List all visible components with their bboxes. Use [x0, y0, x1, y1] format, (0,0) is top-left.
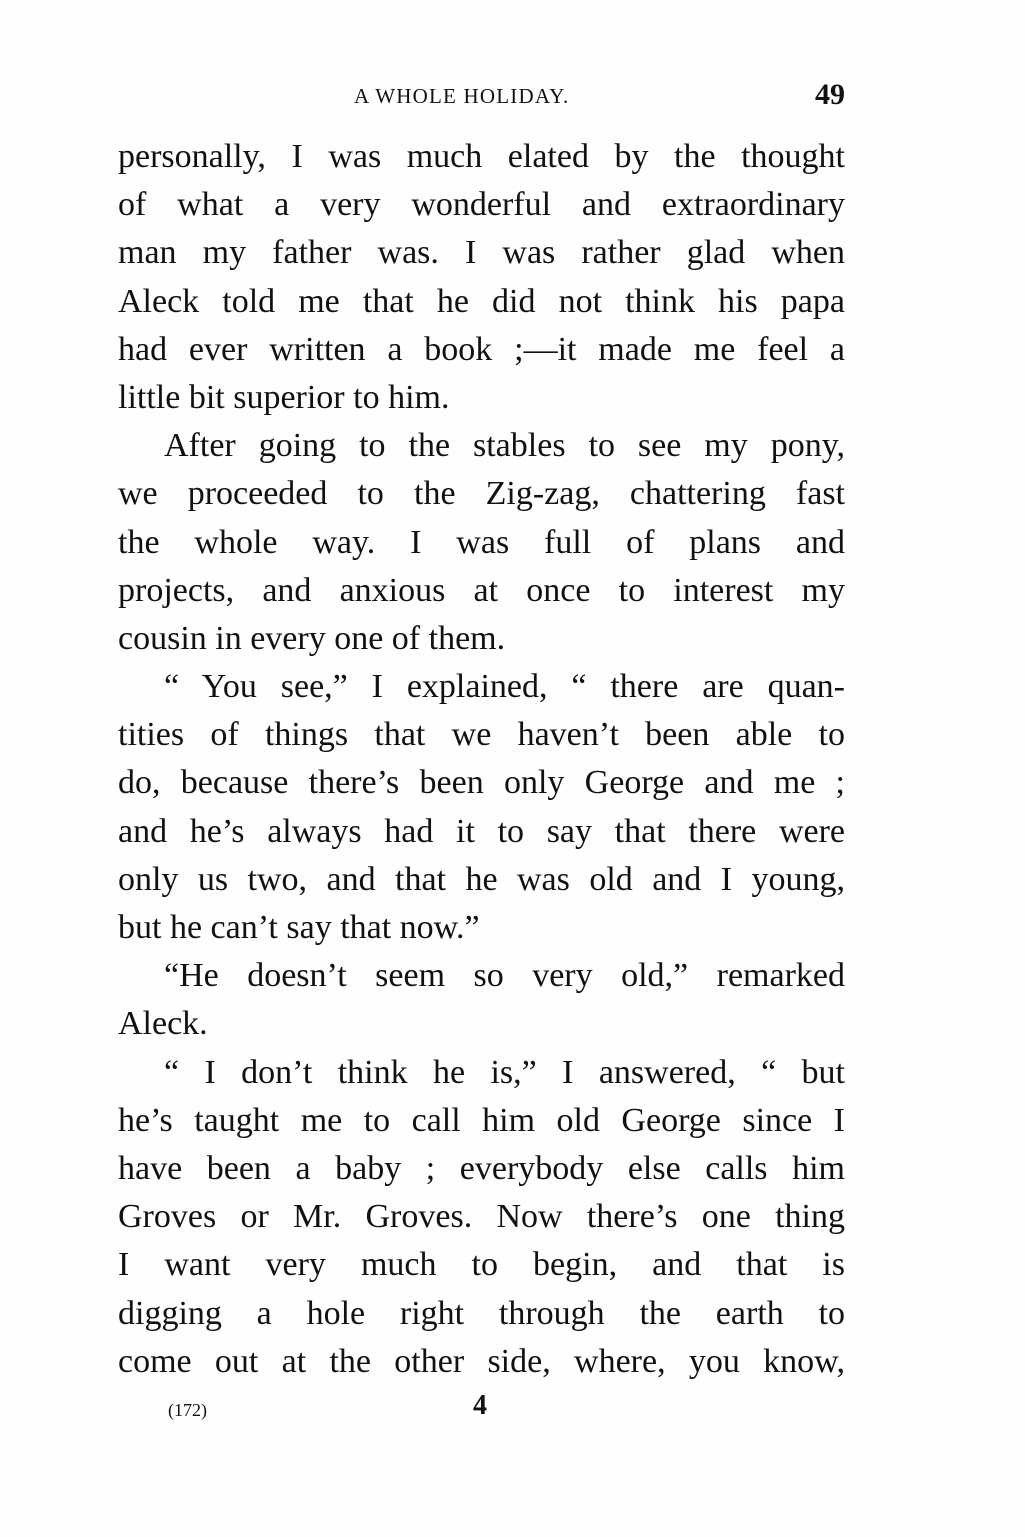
text-line: and he’s always had it to say that there were: [118, 812, 845, 850]
text-line: the whole way. I was full of plans and: [118, 523, 845, 561]
page-number: 49: [815, 78, 845, 111]
text-line: After going to the stables to see my pony,: [164, 427, 845, 465]
text-line: he’s taught me to call him old George since I: [118, 1101, 845, 1139]
text-line: have been a baby ; everybody else calls him: [118, 1149, 845, 1187]
text-line: do, because there’s been only George and me ;: [118, 764, 845, 802]
page-footer: [118, 1390, 845, 1430]
text-line: I want very much to begin, and that is: [118, 1246, 845, 1284]
text-line: only us two, and that he was old and I young,: [118, 860, 845, 898]
text-line: digging a hole right through the earth to: [118, 1294, 845, 1332]
text-line: Aleck.: [118, 1005, 208, 1043]
text-line: personally, I was much elated by the thought: [118, 138, 845, 175]
text-line: “ I don’t think he is,” I answered, “ but: [164, 1053, 845, 1091]
text-line: projects, and anxious at once to interest my: [118, 571, 845, 609]
running-title: A WHOLE HOLIDAY.: [354, 84, 570, 108]
text-line: “ You see,” I explained, “ there are quan-: [164, 668, 845, 706]
text-line: had ever written a book ;—it made me feel a: [118, 330, 845, 368]
text-line: cousin in every one of them.: [118, 619, 506, 657]
text-line: tities of things that we haven’t been able to: [118, 716, 845, 754]
text-line: we proceeded to the Zig-zag, chattering fast: [118, 475, 845, 513]
text-line: Groves or Mr. Groves. Now there’s one thing: [118, 1198, 845, 1236]
text-line: of what a very wonderful and extraordinary: [118, 186, 845, 224]
text-line: “He doesn’t seem so very old,” remarked: [164, 957, 845, 995]
body-text: [118, 133, 845, 1386]
running-head: [118, 80, 845, 114]
text-line: man my father was. I was rather glad when: [118, 234, 845, 272]
text-line: little bit superior to him.: [118, 378, 450, 416]
signature-mark: (172): [168, 1400, 207, 1420]
text-line: come out at the other side, where, you know,: [118, 1342, 845, 1380]
text-line: Aleck told me that he did not think his papa: [118, 282, 845, 320]
text-line: but he can’t say that now.”: [118, 909, 480, 946]
gathering-number: 4: [473, 1390, 487, 1421]
